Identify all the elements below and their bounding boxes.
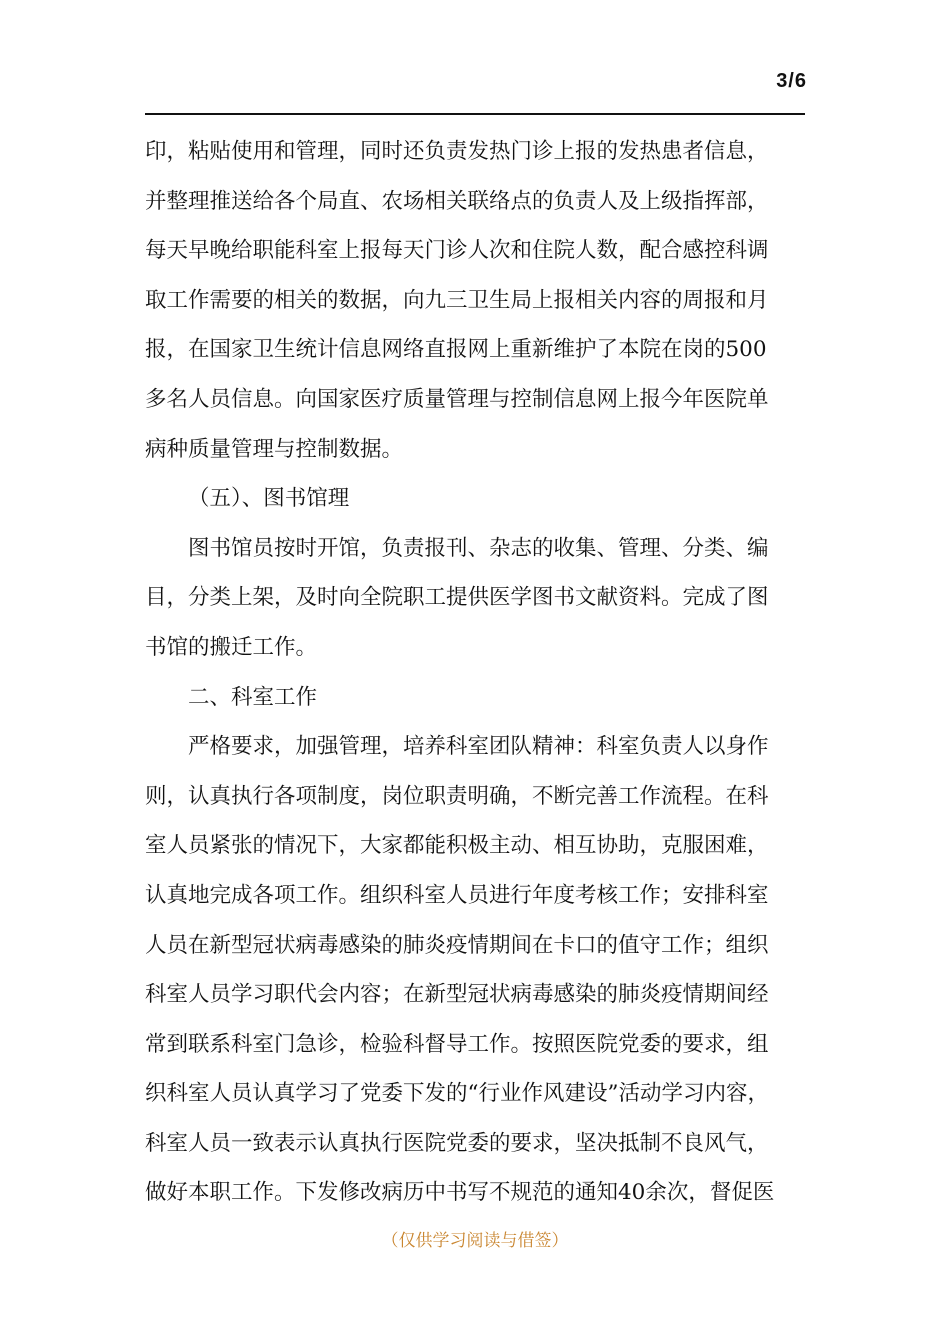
text-line: 人员在新型冠状病毒感染的肺炎疫情期间在卡口的值守工作；组织 [145, 932, 769, 958]
text-line: 科室人员学习职代会内容；在新型冠状病毒感染的肺炎疫情期间经 [145, 982, 769, 1008]
text-line: 科室人员一致表示认真执行医院党委的要求，坚决抵制不良风气， [145, 1130, 769, 1156]
text-line: 印，粘贴使用和管理，同时还负责发热门诊上报的发热患者信息， [145, 139, 769, 164]
text-line: 目，分类上架，及时向全院职工提供医学图书文献资料。完成了图 [145, 585, 769, 611]
text-line: 室人员紧张的情况下，大家都能积极主动、相互协助，克服困难， [145, 833, 769, 859]
text-line: 图书馆员按时开馆，负责报刊、杂志的收集、管理、分类、编 [188, 535, 769, 561]
document-body [145, 127, 820, 1218]
text-line: 认真地完成各项工作。组织科室人员进行年度考核工作；安排科室 [145, 882, 769, 908]
header-rule [145, 113, 805, 115]
text-line: 多名人员信息。向国家医疗质量管理与控制信息网上报今年医院单 [145, 386, 769, 412]
text-line: 则，认真执行各项制度，岗位职责明确，不断完善工作流程。在科 [145, 783, 769, 809]
page-number: 3/6 [776, 70, 807, 92]
text-line: 报，在国家卫生统计信息网络直报网上重新维护了本院在岗的500 [145, 337, 767, 363]
footer-note: （仅供学习阅读与借签） [381, 1231, 569, 1251]
text-line: 做好本职工作。下发修改病历中书写不规范的通知40余次，督促医 [145, 1180, 775, 1206]
section-heading-library: （五）、图书馆理 [188, 486, 350, 512]
text-line: 书馆的搬迁工作。 [145, 634, 318, 660]
text-line: 每天早晚给职能科室上报每天门诊人次和住院人数，配合感控科调 [145, 238, 769, 264]
text-line: 严格要求，加强管理，培养科室团队精神：科室负责人以身作 [188, 734, 769, 760]
text-line: 病种质量管理与控制数据。 [145, 436, 404, 462]
text-line: 常到联系科室门急诊，检验科督导工作。按照医院党委的要求，组 [145, 1031, 769, 1057]
text-line: 并整理推送给各个局直、农场相关联络点的负责人及上级指挥部， [145, 188, 769, 214]
text-line: 织科室人员认真学习了党委下发的“行业作风建设”活动学习内容， [145, 1081, 769, 1107]
section-heading-department: 二、科室工作 [188, 684, 318, 710]
text-line: 取工作需要的相关的数据，向九三卫生局上报相关内容的周报和月 [145, 287, 769, 313]
